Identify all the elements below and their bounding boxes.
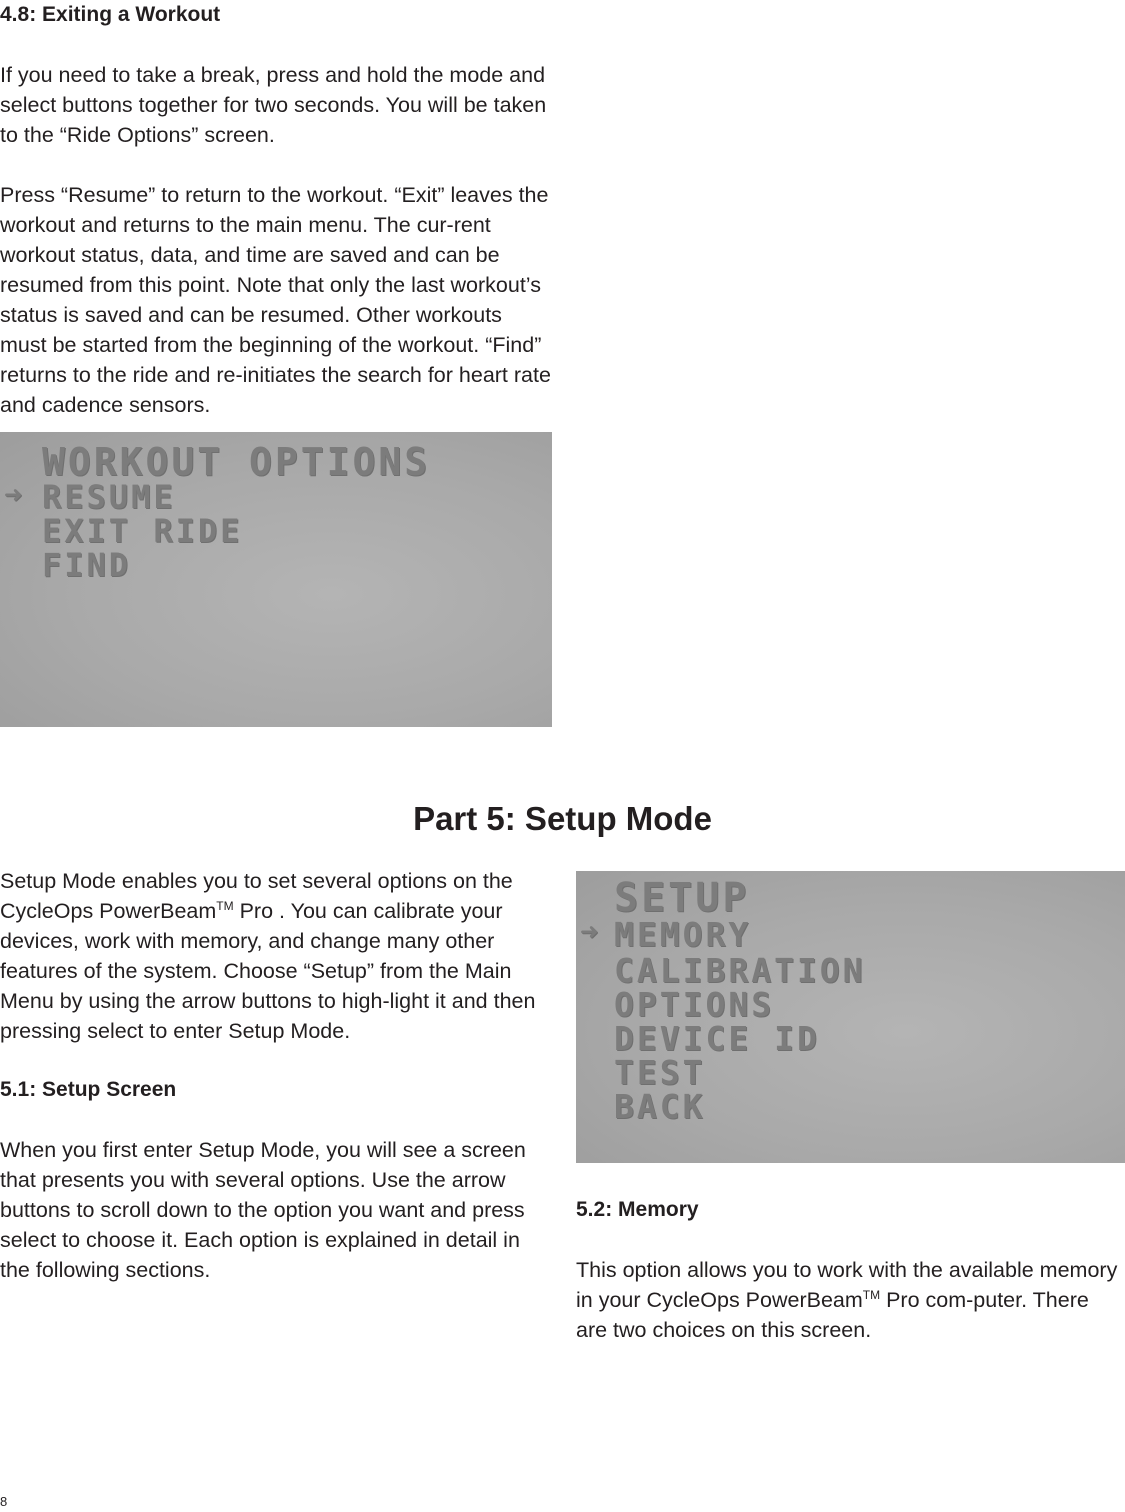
lcd-title: SETUP — [614, 875, 750, 921]
lcd-menu-item: RESUME — [42, 478, 176, 516]
lcd-menu-item: BACK — [614, 1087, 706, 1126]
lcd-menu-item: FIND — [42, 546, 132, 584]
section-5-2 — [576, 1195, 1125, 1345]
part-title: Part 5: Setup Mode — [413, 800, 712, 837]
trademark-mark: TM — [216, 898, 234, 913]
section-heading: 5.2: Memory — [576, 1198, 699, 1221]
intro-text: Pro . You can calibrate your devices, work with memory, and change many other features of the system. Choose “Setup” from the Main Menu by using the arrow buttons to high-light it and then pressing select to enter Setup Mode. — [0, 899, 536, 1043]
lcd-title: WORKOUT OPTIONS — [42, 440, 431, 484]
part5-intro — [0, 866, 552, 1046]
lcd-menu-item: MEMORY — [614, 915, 752, 954]
paragraph — [576, 1255, 1125, 1345]
section-4-8 — [0, 0, 552, 420]
memory-text: Pro com-puter. There are two choices on this screen. — [576, 1288, 1089, 1342]
workout-options-screen-photo — [0, 432, 552, 727]
lcd-menu-item: DEVICE ID — [614, 1019, 820, 1058]
paragraph — [0, 866, 552, 1046]
memory-text: This option allows you to work with the available memory in your CycleOps PowerBeam — [576, 1258, 1118, 1312]
lcd-menu-item: OPTIONS — [614, 985, 775, 1024]
section-heading: 4.8: Exiting a Workout — [0, 3, 221, 26]
selection-arrow-icon: ➜ — [580, 915, 602, 950]
lcd-menu-item: CALIBRATION — [614, 951, 866, 990]
paragraph: Press “Resume” to return to the workout. “Exit” leaves the workout and returns to the main menu. The cur-rent workout status, data, and time are saved and can be resumed from this point. Note that only the last workout’s status is saved and can be resumed. Other workouts must be started from the beginning of the workout. “Find” returns to the ride and re-initiates the search for heart rate and cadence sensors. — [0, 183, 551, 417]
intro-text: Setup Mode enables you to set several options on the CycleOps PowerBeam — [0, 869, 513, 923]
page-number: 8 — [0, 1494, 8, 1509]
setup-screen-photo — [576, 871, 1125, 1163]
lcd-menu-item: EXIT RIDE — [42, 512, 243, 550]
selection-arrow-icon: ➜ — [4, 478, 26, 513]
lcd-menu-item: TEST — [614, 1053, 706, 1092]
trademark-mark: TM — [862, 1287, 881, 1302]
paragraph: When you first enter Setup Mode, you will see a screen that presents you with several options. Use the arrow buttons to scroll down to the option you want and press select to choose it. Each option is explained in detail in the following sections. — [0, 1138, 526, 1282]
paragraph: If you need to take a break, press and hold the mode and select buttons together for two seconds. You will be taken to the “Ride Options” screen. — [0, 63, 547, 147]
section-5-1 — [0, 1075, 552, 1285]
section-heading: 5.1: Setup Screen — [0, 1078, 177, 1101]
